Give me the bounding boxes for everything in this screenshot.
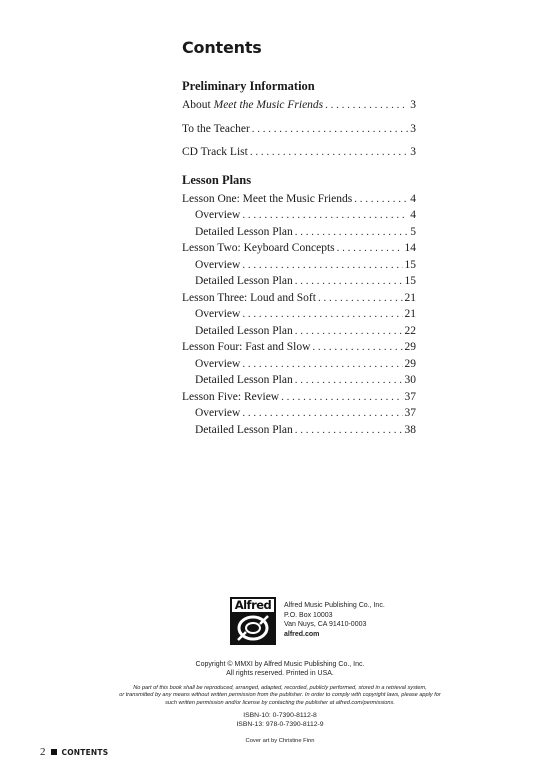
toc-entry-label: Detailed Lesson Plan xyxy=(195,275,293,287)
toc-entry-label: Overview xyxy=(195,308,241,320)
toc-entry-label: CD Track List xyxy=(182,146,248,158)
toc-page-number: 22 xyxy=(404,324,416,337)
toc-sub-entry[interactable] xyxy=(182,405,416,422)
dot-leader xyxy=(295,323,403,340)
toc-sub-entry[interactable] xyxy=(182,207,416,224)
isbn-13: ISBN-13: 978-0-7390-8112-9 xyxy=(236,721,324,728)
copyright-block xyxy=(60,660,500,678)
dot-leader xyxy=(295,224,409,241)
toc-entry-label: Overview xyxy=(195,258,241,271)
lesson-plan-list xyxy=(182,191,416,439)
toc-sub-entry[interactable] xyxy=(182,323,416,340)
toc-sub-entry[interactable] xyxy=(182,306,416,323)
dot-leader xyxy=(337,240,403,257)
toc-entry-lesson[interactable] xyxy=(182,240,416,257)
dot-leader xyxy=(242,306,402,323)
toc-sub-entry[interactable] xyxy=(182,372,416,389)
legal-notice-line-3: such written permission and/or license by contacting the publisher at alfred.com/permissions. xyxy=(165,699,395,706)
toc-page-number: 3 xyxy=(410,122,416,135)
dot-leader xyxy=(242,207,408,224)
toc-page-number: 14 xyxy=(404,242,416,254)
cover-art-credit: Cover art by Christine Finn xyxy=(245,738,315,744)
isbn-block xyxy=(60,711,500,729)
dot-leader xyxy=(242,257,402,274)
toc-page-number: 37 xyxy=(404,407,416,419)
dot-leader xyxy=(250,144,408,161)
dot-leader xyxy=(252,121,408,138)
publisher-block xyxy=(230,597,385,645)
logo-emblem-icon xyxy=(232,613,274,643)
toc-entry-label: Overview xyxy=(195,357,241,370)
toc-page-number: 29 xyxy=(404,341,416,353)
toc-entry-label: About Meet the Music Friends xyxy=(182,99,324,111)
toc-sub-entry[interactable] xyxy=(182,257,416,274)
toc-sub-entry[interactable] xyxy=(182,273,416,290)
dot-leader xyxy=(318,290,403,307)
logo-text: Alfred xyxy=(232,599,274,613)
footer-page-number: 2 xyxy=(40,746,46,758)
copyright-line: Copyright © MMXI by Alfred Music Publishing Co., Inc. xyxy=(195,661,365,668)
toc-page-number: 15 xyxy=(404,275,416,287)
toc-entry-label: Detailed Lesson Plan xyxy=(195,423,293,436)
toc-entry-to-the-teacher[interactable] xyxy=(182,121,416,138)
rights-line: All rights reserved. Printed in USA. xyxy=(226,670,334,677)
publisher-info xyxy=(284,601,385,645)
toc-entry-lesson[interactable] xyxy=(182,191,416,208)
legal-notice-line-1: No part of this book shall be reproduced, arranged, adapted, recorded, publicly performed, stored in a retrieval system, xyxy=(133,685,427,691)
legal-notice xyxy=(60,685,500,707)
dot-leader xyxy=(281,389,402,406)
toc-entry-lesson[interactable] xyxy=(182,389,416,406)
toc-entry-label: Detailed Lesson Plan xyxy=(195,225,293,238)
page-title: Contents xyxy=(182,38,262,57)
publisher-address-line-1: P.O. Box 10003 xyxy=(284,611,333,619)
publisher-name: Alfred Music Publishing Co., Inc. xyxy=(284,602,385,609)
toc-entry-label: Lesson Three: Loud and Soft xyxy=(182,291,316,304)
toc-page-number: 5 xyxy=(410,225,416,238)
table-of-contents xyxy=(182,78,416,438)
toc-page-number: 30 xyxy=(404,374,416,386)
alfred-logo xyxy=(230,597,276,645)
toc-page-number: 15 xyxy=(404,258,416,271)
toc-entry-label: Overview xyxy=(195,209,241,221)
toc-sub-entry[interactable] xyxy=(182,356,416,373)
dot-leader xyxy=(242,405,402,422)
publisher-address-line-2: Van Nuys, CA 91410-0003 xyxy=(284,621,367,628)
section-heading-lesson-plans: Lesson Plans xyxy=(182,172,252,187)
page-footer xyxy=(40,746,108,758)
dot-leader xyxy=(295,422,403,439)
dot-leader xyxy=(312,339,402,356)
toc-page-number: 4 xyxy=(410,209,416,221)
toc-page-number: 4 xyxy=(410,192,416,205)
toc-page-number: 21 xyxy=(404,291,416,304)
toc-entry-label: Detailed Lesson Plan xyxy=(195,374,293,386)
toc-sub-entry[interactable] xyxy=(182,422,416,439)
toc-entry-label: Lesson Two: Keyboard Concepts xyxy=(182,242,335,254)
toc-entry-label: Lesson Five: Review xyxy=(182,390,280,403)
dot-leader xyxy=(295,273,403,290)
isbn-10: ISBN-10: 0-7390-8112-8 xyxy=(243,712,317,719)
dot-leader xyxy=(242,356,402,373)
publisher-website: alfred.com xyxy=(284,630,320,638)
toc-page-number: 37 xyxy=(404,390,416,403)
toc-entry-lesson[interactable] xyxy=(182,339,416,356)
square-bullet-icon xyxy=(51,749,57,755)
toc-page-number: 29 xyxy=(404,357,416,370)
section-heading-preliminary: Preliminary Information xyxy=(182,79,315,93)
toc-entry-label: Overview xyxy=(195,407,241,419)
toc-sub-entry[interactable] xyxy=(182,224,416,241)
legal-notice-line-2: or transmitted by any means without written permission from the publisher. In order to comply with copyright laws, please apply for xyxy=(119,692,441,699)
toc-page-number: 3 xyxy=(410,146,416,158)
toc-page-number: 38 xyxy=(404,423,416,436)
footer-section-label: CONTENTS xyxy=(61,747,109,757)
dot-leader xyxy=(325,97,408,114)
toc-entry-lesson[interactable] xyxy=(182,290,416,307)
toc-entry-label: Lesson Four: Fast and Slow xyxy=(182,341,311,353)
dot-leader xyxy=(295,372,403,389)
dot-leader xyxy=(354,191,408,208)
toc-entry-label: Lesson One: Meet the Music Friends xyxy=(182,192,353,205)
toc-entry-cd-track-list[interactable] xyxy=(182,144,416,161)
toc-page-number: 3 xyxy=(410,99,416,111)
toc-entry-label: Detailed Lesson Plan xyxy=(195,324,293,337)
toc-entry-label: To the Teacher xyxy=(182,122,250,135)
toc-page-number: 21 xyxy=(404,308,416,320)
toc-entry-about[interactable] xyxy=(182,97,416,114)
